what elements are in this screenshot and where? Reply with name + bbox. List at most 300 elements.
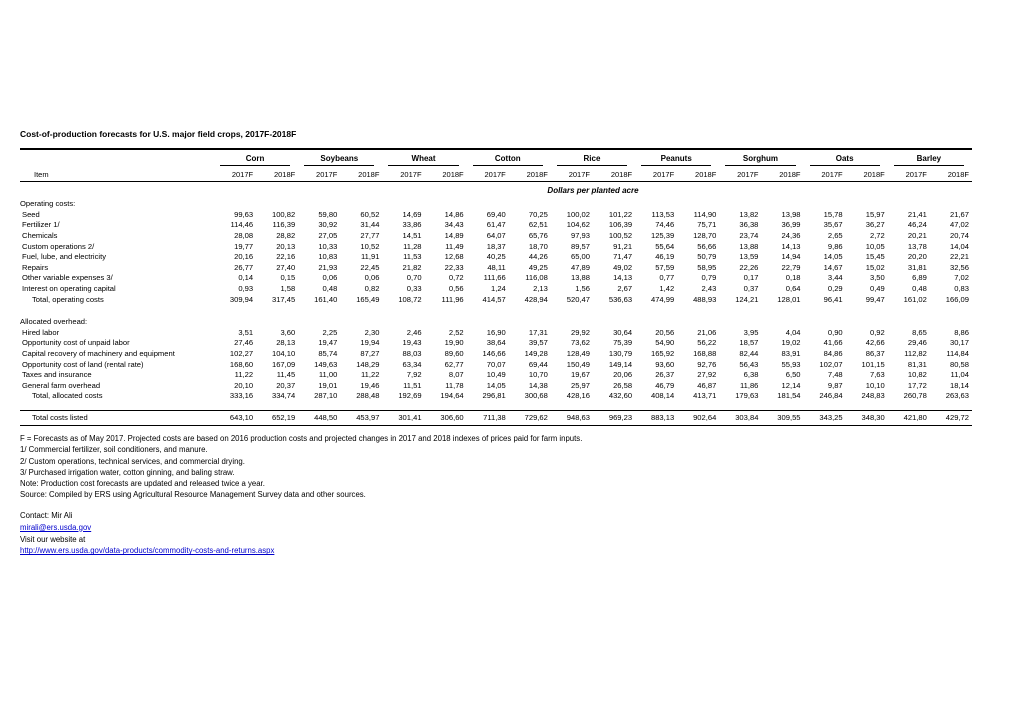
value-cell: 65,00 [570, 252, 590, 262]
value-cell: 14,05 [823, 252, 843, 262]
value-cell: 11,86 [739, 380, 759, 390]
subtotal-cell: 260,78 [903, 391, 927, 401]
value-cell: 32,56 [949, 262, 969, 272]
subtotal-cell: 317,45 [271, 294, 296, 304]
value-cell: 19,43 [402, 338, 422, 348]
value-cell: 20,13 [276, 241, 296, 251]
value-cell: 70,07 [486, 359, 506, 369]
crop-name: Wheat [388, 154, 458, 166]
value-cell: 0,82 [364, 284, 380, 294]
row-label: Other variable expenses 3/ [22, 273, 113, 283]
value-cell: 0,17 [743, 273, 759, 283]
table-row [20, 263, 972, 274]
table-row [20, 241, 972, 252]
subtotal-cell: 488,93 [693, 294, 717, 304]
value-cell: 10,52 [360, 241, 380, 251]
value-cell: 22,45 [360, 262, 380, 272]
value-cell: 165,92 [650, 349, 675, 359]
subtotal-cell: 333,16 [229, 391, 254, 401]
value-cell: 0,06 [322, 273, 338, 283]
value-cell: 88,03 [402, 349, 422, 359]
value-cell: 14,04 [949, 241, 969, 251]
value-cell: 26,37 [655, 370, 675, 380]
value-cell: 0,64 [785, 284, 801, 294]
subtotal-cell: 520,47 [566, 294, 590, 304]
value-cell: 0,33 [406, 284, 422, 294]
value-cell: 0,92 [869, 327, 885, 337]
value-cell: 62,77 [444, 359, 464, 369]
footnotes [20, 433, 582, 501]
value-cell: 87,27 [360, 349, 380, 359]
subtotal-cell: 179,63 [735, 391, 759, 401]
value-cell: 0,77 [659, 273, 675, 283]
value-cell: 12,14 [781, 380, 801, 390]
value-cell: 14,05 [486, 380, 506, 390]
row-label: Fertilizer 1/ [22, 220, 60, 230]
value-cell: 3,51 [238, 327, 254, 337]
value-cell: 3,60 [280, 327, 296, 337]
subtotal-cell: 408,14 [650, 391, 675, 401]
subtotal-label: Total, operating costs [32, 294, 104, 304]
value-cell: 11,51 [403, 380, 422, 390]
crop-header [467, 151, 551, 167]
value-cell: 125,39 [650, 231, 675, 241]
value-cell: 9,86 [827, 241, 843, 251]
value-cell: 82,44 [739, 349, 759, 359]
row-label: General farm overhead [22, 380, 101, 390]
value-cell: 63,34 [402, 359, 422, 369]
value-cell: 10,83 [318, 252, 338, 262]
subtotal-cell: 194,64 [440, 391, 464, 401]
value-cell: 101,15 [861, 359, 885, 369]
year-header: 2017F [551, 167, 593, 182]
value-cell: 102,27 [229, 349, 254, 359]
unit-row [20, 182, 972, 200]
contact-name: Contact: Mir Ali [20, 511, 73, 520]
year-header: 2018F [930, 167, 972, 182]
value-cell: 36,99 [781, 220, 801, 230]
value-cell: 74,46 [655, 220, 675, 230]
year-header: 2017F [467, 167, 509, 182]
value-cell: 10,82 [907, 370, 927, 380]
year-header: 2018F [677, 167, 719, 182]
value-cell: 168,60 [229, 359, 254, 369]
value-cell: 20,56 [655, 327, 675, 337]
value-cell: 19,47 [318, 338, 338, 348]
value-cell: 28,13 [276, 338, 296, 348]
value-cell: 0,93 [238, 284, 254, 294]
value-cell: 31,81 [907, 262, 927, 272]
value-cell: 75,39 [613, 338, 633, 348]
row-label: Taxes and insurance [22, 370, 92, 380]
value-cell: 0,15 [280, 273, 296, 283]
value-cell: 112,82 [904, 349, 927, 359]
subtotal-cell: 428,16 [566, 391, 590, 401]
value-cell: 19,01 [318, 380, 338, 390]
footnote: 3/ Purchased irrigation water, cotton ginning, and baling straw. [20, 467, 235, 477]
value-cell: 15,78 [823, 209, 843, 219]
year-header: 2017F [804, 167, 846, 182]
value-cell: 11,00 [318, 370, 338, 380]
value-cell: 2,46 [406, 327, 422, 337]
value-cell: 15,02 [865, 262, 885, 272]
value-cell: 2,13 [533, 284, 548, 294]
subtotal-row [20, 294, 972, 305]
website-link[interactable]: http://www.ers.usda.gov/data-products/commodity-costs-and-returns.aspx [20, 546, 275, 556]
subtotal-cell: 536,63 [608, 294, 633, 304]
value-cell: 20,21 [907, 231, 927, 241]
value-cell: 57,59 [655, 262, 675, 272]
grand-total-cell: 303,84 [719, 410, 761, 425]
grand-total-cell: 421,80 [888, 410, 930, 425]
crop-header [214, 151, 298, 167]
crop-header [551, 151, 635, 167]
value-cell: 14,89 [444, 231, 464, 241]
value-cell: 21,41 [907, 209, 927, 219]
value-cell: 49,25 [528, 262, 548, 272]
value-cell: 0,18 [785, 273, 801, 283]
value-cell: 1,56 [575, 284, 590, 294]
value-cell: 56,43 [739, 359, 759, 369]
value-cell: 30,92 [318, 220, 338, 230]
year-header: 2018F [846, 167, 888, 182]
footnote: 2/ Custom operations, technical services, and commercial drying. [20, 456, 245, 466]
subtotal-cell: 161,02 [903, 294, 927, 304]
value-cell: 28,08 [234, 231, 254, 241]
subtotal-cell: 128,01 [777, 294, 801, 304]
value-cell: 13,88 [570, 273, 590, 283]
crop-name: Oats [810, 154, 880, 166]
subtotal-cell: 166,09 [945, 294, 969, 304]
subtotal-cell: 414,57 [482, 294, 506, 304]
value-cell: 100,52 [608, 231, 633, 241]
footnote: Note: Production cost forecasts are updated and released twice a year. [20, 479, 265, 489]
footnote: 1/ Commercial fertilizer, soil conditioners, and manure. [20, 445, 208, 455]
year-header: 2018F [340, 167, 382, 182]
subtotal-cell: 300,68 [524, 391, 548, 401]
value-cell: 15,45 [865, 252, 885, 262]
value-cell: 114,46 [230, 220, 254, 230]
value-cell: 130,79 [608, 349, 633, 359]
value-cell: 10,49 [486, 370, 506, 380]
value-cell: 31,44 [360, 220, 380, 230]
grand-total-cell: 643,10 [214, 410, 256, 425]
value-cell: 93,60 [655, 359, 675, 369]
value-cell: 114,90 [693, 209, 717, 219]
crop-header [382, 151, 466, 167]
value-cell: 29,46 [907, 338, 927, 348]
value-cell: 128,49 [566, 349, 590, 359]
value-cell: 11,22 [234, 370, 254, 380]
value-cell: 20,37 [276, 380, 296, 390]
value-cell: 22,16 [276, 252, 296, 262]
footnote: Source: Compiled by ERS using Agricultural Resource Management Survey data and other sources. [20, 490, 366, 500]
subtotal-cell: 428,94 [524, 294, 548, 304]
value-cell: 27,46 [234, 338, 254, 348]
value-cell: 80,58 [949, 359, 969, 369]
value-cell: 0,90 [827, 327, 843, 337]
subtotal-cell: 165,49 [356, 294, 380, 304]
section-heading: Operating costs: [20, 199, 76, 209]
year-header: 2017F [888, 167, 930, 182]
year-header: 2017F [382, 167, 424, 182]
value-cell: 33,86 [402, 220, 422, 230]
table-row [20, 231, 972, 242]
value-cell: 116,08 [525, 273, 548, 283]
value-cell: 14,38 [528, 380, 548, 390]
value-cell: 14,67 [823, 262, 843, 272]
value-cell: 69,40 [486, 209, 506, 219]
value-cell: 15,97 [865, 209, 885, 219]
value-cell: 7,63 [869, 370, 885, 380]
value-cell: 11,49 [445, 241, 464, 251]
table-row [20, 370, 972, 381]
item-header: Item [20, 167, 214, 182]
value-cell: 61,47 [486, 220, 506, 230]
row-label: Fuel, lube, and electricity [22, 252, 106, 262]
section-heading: Allocated overhead: [20, 317, 88, 327]
table-row [20, 220, 972, 231]
value-cell: 91,21 [613, 241, 633, 251]
value-cell: 8,86 [954, 327, 969, 337]
value-cell: 0,29 [827, 284, 843, 294]
value-cell: 46,19 [655, 252, 675, 262]
value-cell: 102,07 [819, 359, 843, 369]
grand-total-cell: 343,25 [804, 410, 846, 425]
value-cell: 6,89 [912, 273, 927, 283]
value-cell: 20,16 [234, 252, 254, 262]
value-cell: 114,84 [946, 349, 969, 359]
value-cell: 150,49 [566, 359, 590, 369]
year-header: 2018F [509, 167, 551, 182]
year-header: 2018F [593, 167, 635, 182]
cost-table [20, 151, 972, 426]
subtotal-cell: 246,84 [819, 391, 843, 401]
value-cell: 20,74 [949, 231, 969, 241]
value-cell: 30,17 [949, 338, 969, 348]
visit-website-text: Visit our website at [20, 534, 86, 544]
value-cell: 11,28 [403, 241, 422, 251]
value-cell: 14,13 [613, 273, 633, 283]
crop-header-row [20, 151, 972, 167]
value-cell: 10,33 [318, 241, 338, 251]
value-cell: 13,98 [781, 209, 801, 219]
value-cell: 0,72 [448, 273, 464, 283]
grand-total-label: Total costs listed [20, 410, 214, 425]
value-cell: 55,64 [655, 241, 675, 251]
value-cell: 19,90 [444, 338, 464, 348]
grand-total-cell: 729,62 [509, 410, 551, 425]
value-cell: 0,48 [912, 284, 927, 294]
subtotal-cell: 432,60 [608, 391, 633, 401]
value-cell: 116,39 [272, 220, 296, 230]
value-cell: 21,06 [697, 327, 717, 337]
subtotal-cell: 124,21 [735, 294, 759, 304]
footnote: F = Forecasts as of May 2017. Projected costs are based on 2016 production costs and projected changes in 2017 and 2018 indexes of prices paid for farm inputs. [20, 434, 583, 443]
grand-total-cell: 711,38 [467, 410, 509, 425]
value-cell: 11,53 [403, 252, 422, 262]
row-label: Capital recovery of machinery and equipment [22, 349, 175, 359]
value-cell: 6,50 [785, 370, 801, 380]
value-cell: 84,86 [823, 349, 843, 359]
value-cell: 55,93 [781, 359, 801, 369]
crop-name: Soybeans [304, 154, 374, 166]
subtotal-cell: 413,71 [693, 391, 717, 401]
value-cell: 2,30 [364, 327, 380, 337]
contact-block [20, 510, 274, 557]
row-label: Seed [22, 209, 40, 219]
subtotal-cell: 263,63 [945, 391, 969, 401]
value-cell: 11,04 [950, 370, 969, 380]
value-cell: 167,09 [271, 359, 296, 369]
year-header: 2017F [298, 167, 340, 182]
value-cell: 59,80 [318, 209, 338, 219]
grand-total-cell: 969,23 [593, 410, 635, 425]
grand-total-row [20, 410, 972, 425]
value-cell: 83,91 [781, 349, 801, 359]
value-cell: 2,72 [869, 231, 885, 241]
value-cell: 128,70 [693, 231, 717, 241]
value-cell: 11,22 [360, 370, 380, 380]
row-label: Custom operations 2/ [22, 241, 95, 251]
value-cell: 89,57 [570, 241, 590, 251]
value-cell: 46,79 [655, 380, 675, 390]
crop-header [635, 151, 719, 167]
value-cell: 149,63 [314, 359, 338, 369]
blank-cell [20, 151, 214, 167]
subtotal-cell: 288,48 [356, 391, 380, 401]
table-row [20, 349, 972, 360]
value-cell: 3,44 [827, 273, 843, 283]
value-cell: 48,11 [487, 262, 506, 272]
subtotal-label: Total, allocated costs [32, 391, 103, 401]
value-cell: 8,07 [448, 370, 464, 380]
value-cell: 111,66 [483, 273, 506, 283]
spacer-row [20, 305, 972, 317]
contact-email-link[interactable]: mirali@ers.usda.gov [20, 522, 92, 532]
value-cell: 0,79 [701, 273, 717, 283]
value-cell: 104,10 [271, 349, 296, 359]
value-cell: 22,79 [781, 262, 801, 272]
subtotal-cell: 309,94 [229, 294, 254, 304]
value-cell: 25,97 [570, 380, 590, 390]
grand-total-cell: 453,97 [340, 410, 382, 425]
value-cell: 28,82 [276, 231, 296, 241]
value-cell: 3,50 [869, 273, 885, 283]
value-cell: 27,92 [697, 370, 717, 380]
subtotal-cell: 181,54 [777, 391, 801, 401]
value-cell: 20,10 [234, 380, 254, 390]
table-row [20, 338, 972, 349]
value-cell: 34,43 [444, 220, 464, 230]
value-cell: 26,58 [613, 380, 633, 390]
value-cell: 54,90 [655, 338, 675, 348]
row-label: Chemicals [22, 231, 58, 241]
value-cell: 1,42 [659, 284, 675, 294]
value-cell: 21,93 [318, 262, 338, 272]
value-cell: 0,49 [869, 284, 885, 294]
value-cell: 17,72 [907, 380, 927, 390]
value-cell: 0,37 [743, 284, 759, 294]
value-cell: 46,87 [697, 380, 717, 390]
value-cell: 100,02 [566, 209, 590, 219]
value-cell: 35,67 [823, 220, 843, 230]
value-cell: 65,76 [528, 231, 548, 241]
table-row [20, 210, 972, 221]
value-cell: 113,53 [651, 209, 675, 219]
value-cell: 86,37 [865, 349, 885, 359]
value-cell: 92,76 [697, 359, 717, 369]
grand-total-cell: 902,64 [677, 410, 719, 425]
subtotal-cell: 96,41 [823, 294, 843, 304]
table-row [20, 359, 972, 370]
value-cell: 13,59 [739, 252, 759, 262]
value-cell: 101,22 [608, 209, 633, 219]
value-cell: 18,57 [739, 338, 759, 348]
year-header: 2017F [635, 167, 677, 182]
value-cell: 1,24 [490, 284, 506, 294]
value-cell: 19,94 [360, 338, 380, 348]
value-cell: 16,90 [486, 327, 506, 337]
value-cell: 10,10 [865, 380, 885, 390]
subtotal-cell: 296,81 [482, 391, 506, 401]
value-cell: 70,25 [528, 209, 548, 219]
value-cell: 27,40 [276, 262, 296, 272]
subtotal-cell: 161,40 [314, 294, 338, 304]
value-cell: 42,66 [865, 338, 885, 348]
value-cell: 20,20 [907, 252, 927, 262]
value-cell: 11,45 [276, 370, 296, 380]
value-cell: 62,51 [528, 220, 548, 230]
grand-total-cell: 301,41 [382, 410, 424, 425]
value-cell: 0,14 [238, 273, 254, 283]
value-cell: 29,92 [570, 327, 590, 337]
value-cell: 89,60 [444, 349, 464, 359]
value-cell: 2,65 [827, 231, 843, 241]
row-label: Interest on operating capital [22, 284, 116, 294]
value-cell: 27,77 [360, 231, 380, 241]
value-cell: 44,26 [528, 252, 548, 262]
spacer-row [20, 402, 972, 411]
value-cell: 12,68 [444, 252, 464, 262]
grand-total-cell: 948,63 [551, 410, 593, 425]
value-cell: 168,88 [693, 349, 717, 359]
value-cell: 13,88 [739, 241, 759, 251]
value-cell: 21,67 [949, 209, 969, 219]
value-cell: 11,78 [445, 380, 464, 390]
crop-header [719, 151, 803, 167]
subtotal-cell: 248,83 [861, 391, 885, 401]
value-cell: 56,66 [697, 241, 717, 251]
value-cell: 46,24 [907, 220, 927, 230]
value-cell: 11,91 [360, 252, 380, 262]
value-cell: 14,51 [402, 231, 422, 241]
crop-name: Sorghum [725, 154, 795, 166]
value-cell: 1,58 [280, 284, 296, 294]
value-cell: 10,05 [865, 241, 885, 251]
value-cell: 50,79 [697, 252, 717, 262]
value-cell: 41,66 [823, 338, 843, 348]
section-heading-row [20, 317, 972, 328]
value-cell: 149,14 [608, 359, 633, 369]
value-cell: 106,39 [608, 220, 633, 230]
value-cell: 17,31 [528, 327, 548, 337]
value-cell: 0,70 [406, 273, 422, 283]
value-cell: 39,57 [528, 338, 548, 348]
crop-header [804, 151, 888, 167]
subtotal-cell: 111,96 [441, 294, 464, 304]
value-cell: 7,02 [954, 273, 969, 283]
